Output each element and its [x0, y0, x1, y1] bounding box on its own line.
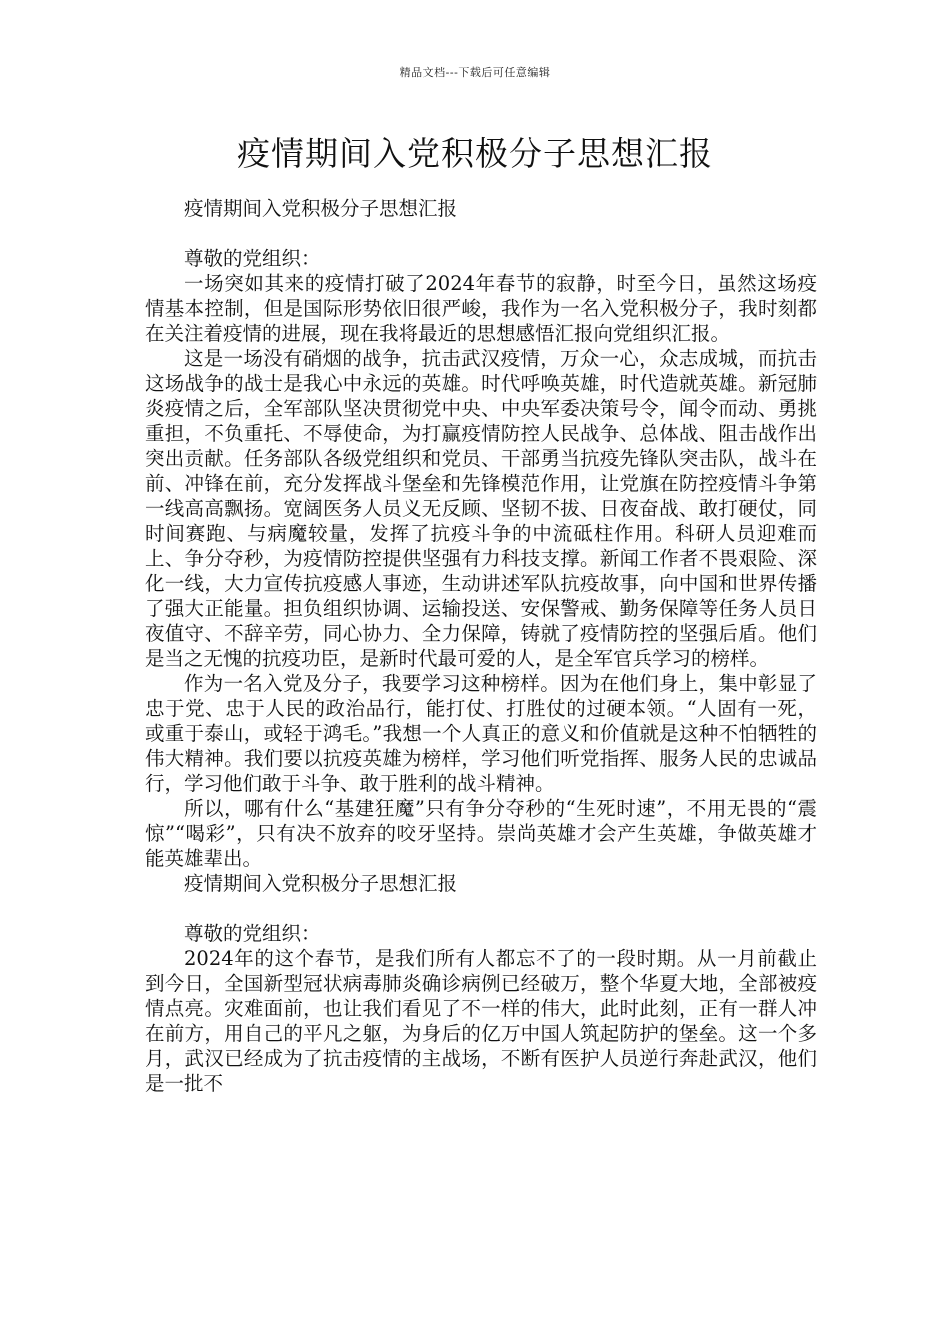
- salutation: 尊敬的党组织：: [184, 922, 321, 945]
- section-heading: 疫情期间入党积极分子思想汇报: [184, 872, 458, 895]
- document-title: 疫情期间入党积极分子思想汇报: [237, 134, 713, 173]
- paragraph: 这是一场没有硝烟的战争，抗击武汉疫情，万众一心，众志成城，而抗击这场战争的战士是我心中永远的英雄。时代呼唤英雄，时代造就英雄。新冠肺炎疫情之后，全军部队坚决贯彻党中央、中央军委决策号令，闻令而动、勇挑重担，不负重托、不辱使命，为打赢疫情防控人民战争、总体战、阻击战作出突出贡献。任务部队各级党组织和党员、干部勇当抗疫先锋队突击队，战斗在前、冲锋在前，充分发挥战斗堡垒和先锋模范作用，让党旗在防控疫情斗争第一线高高飘扬。宽阔医务人员义无反顾、坚韧不拔、日夜奋战、敢打硬仗，同时间赛跑、与病魔较量，发挥了抗疫斗争的中流砥柱作用。科研人员迎难而上、争分夺秒，为疫情防控提供坚强有力科技支撑。新闻工作者不畏艰险、深化一线，大力宣传抗疫感人事迹，生动讲述军队抗疫故事，向中国和世界传播了强大正能量。担负组织协调、运输投送、安保警戒、勤务保障等任务人员日夜值守、不辞辛劳，同心协力、全力保障，铸就了疫情防控的坚强后盾。他们是当之无愧的抗疫功臣，是新时代最可爱的人，是全军官兵学习的榜样。: [145, 347, 817, 670]
- salutation: 尊敬的党组织：: [184, 247, 321, 270]
- paragraph: 2024年的这个春节，是我们所有人都忘不了的一段时期。从一月前截止到今日，全国新型冠状病毒肺炎确诊病例已经破万，整个华夏大地，全部被疫情点亮。灾难面前，也让我们看见了不一样的伟大，此时此刻，正有一群人冲在前方，用自己的平凡之躯，为身后的亿万中国人筑起防护的堡垒。这一个多月，武汉已经成为了抗击疫情的主战场，不断有医护人员逆行奔赴武汉，他们是一批不: [145, 947, 817, 1095]
- header-note: 精品文档---下载后可任意编辑: [399, 66, 551, 79]
- document-body: [145, 196, 817, 1096]
- paragraph: 作为一名入党及分子，我要学习这种榜样。因为在他们身上，集中彰显了忠于党、忠于人民的政治品行，能打仗、打胜仗的过硬本领。“人固有一死，或重于泰山，或轻于鸿毛。”我想一个人真正的意义和价值就是这种不怕牺牲的伟大精神。我们要以抗疫英雄为榜样，学习他们听党指挥、服务人民的忠诚品行，学习他们敢于斗争、敢于胜利的战斗精神。: [145, 672, 817, 795]
- paragraph: 所以，哪有什么“基建狂魔”只有争分夺秒的“生死时速”，不用无畏的“震惊”“喝彩”，只有决不放弃的咬牙坚持。崇尚英雄才会产生英雄，争做英雄才能英雄辈出。: [145, 797, 817, 870]
- section-heading: 疫情期间入党积极分子思想汇报: [184, 197, 458, 220]
- paragraph: 一场突如其来的疫情打破了2024年春节的寂静，时至今日，虽然这场疫情基本控制，但是国际形势依旧很严峻，我作为一名入党积极分子，我时刻都在关注着疫情的进展，现在我将最近的思想感悟汇报向党组织汇报。: [145, 272, 817, 345]
